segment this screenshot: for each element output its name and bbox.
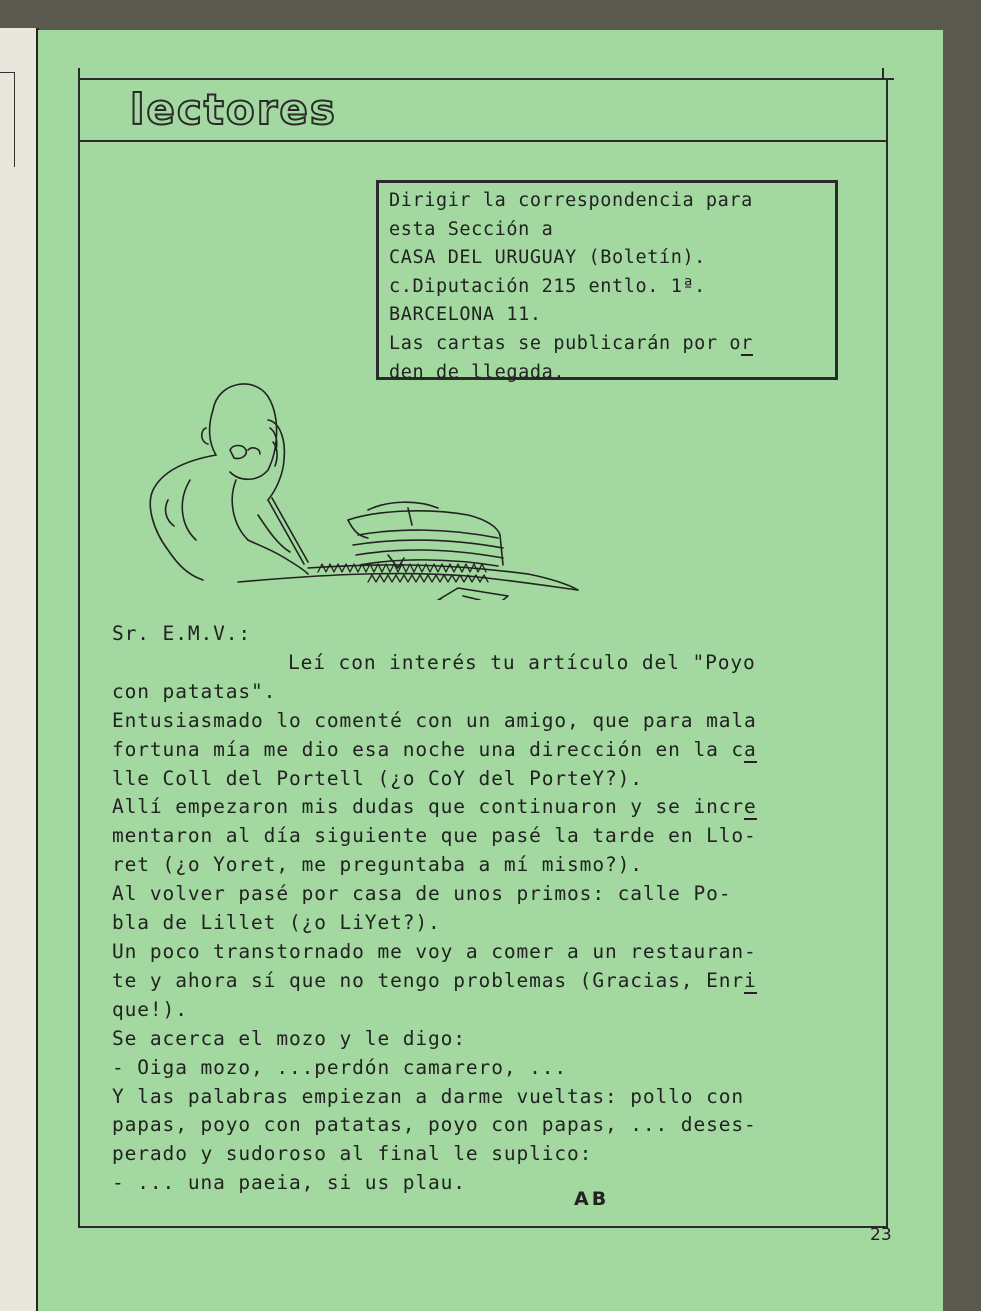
letter-line: Y las palabras empiezan a darme vueltas: pollo con: [112, 1084, 744, 1108]
signature: AB: [574, 1188, 610, 1210]
letter-line: bla de Lillet (¿o LiYet?).: [112, 911, 441, 935]
letter-line: - ... una paeia, si us plau.: [112, 1171, 466, 1195]
man-writing-letter-drawing: [108, 350, 588, 600]
notice-line: CASA DEL URUGUAY (Boletín).: [389, 247, 706, 269]
letter-line: con patatas".: [112, 679, 277, 703]
letter-line: te y ahora sí que no tengo problemas (Gracias, Enri: [112, 968, 757, 992]
letter-line: Leí con interés tu artículo del "Poyo: [288, 650, 756, 674]
letter-line: Un poco transtornado me voy a comer a un restauran-: [112, 939, 757, 963]
notice-line: Las cartas se publicarán por or: [389, 332, 753, 354]
letter-line: Entusiasmado lo comenté con un amigo, que para mala: [112, 708, 757, 732]
letter-salutation: Sr. E.M.V.:: [112, 622, 252, 645]
letter-line: papas, poyo con patatas, poyo con papas, ... deses-: [112, 1113, 757, 1137]
letter-line: Se acerca el mozo y le digo:: [112, 1026, 466, 1050]
page-number: 23: [870, 1225, 892, 1245]
letter-line: perado y sudoroso al final le suplico:: [112, 1142, 593, 1166]
notice-line: c.Diputación 215 entlo. 1ª.: [389, 275, 706, 297]
letter-line: que!).: [112, 997, 188, 1021]
letter-line: mentaron al día siguiente que pasé la tarde en Llo-: [112, 824, 757, 848]
notice-line: BARCELONA 11.: [389, 304, 542, 326]
facing-page-edge: [0, 28, 39, 1311]
letter-line: Al volver pasé por casa de unos primos: calle Po-: [112, 882, 732, 906]
letter-body: [112, 620, 872, 1198]
page-title: lectores: [130, 85, 337, 134]
page-sheet: [38, 30, 943, 1311]
notice-line: den de llegada.: [389, 361, 566, 383]
letter-line: lle Coll del Portell (¿o CoY del PorteY?).: [112, 766, 643, 790]
notice-line: esta Sección a: [389, 218, 554, 240]
letter-line: Allí empezaron mis dudas que continuaron y se incre: [112, 795, 757, 819]
letter-line: - Oiga mozo, ...perdón camarero, ...: [112, 1055, 568, 1079]
notice-line: Dirigir la correspondencia para: [389, 190, 753, 211]
letter-line: fortuna mía me dio esa noche una dirección en la ca: [112, 737, 757, 761]
letter-line: ret (¿o Yoret, me preguntaba a mí mismo?).: [112, 853, 643, 877]
